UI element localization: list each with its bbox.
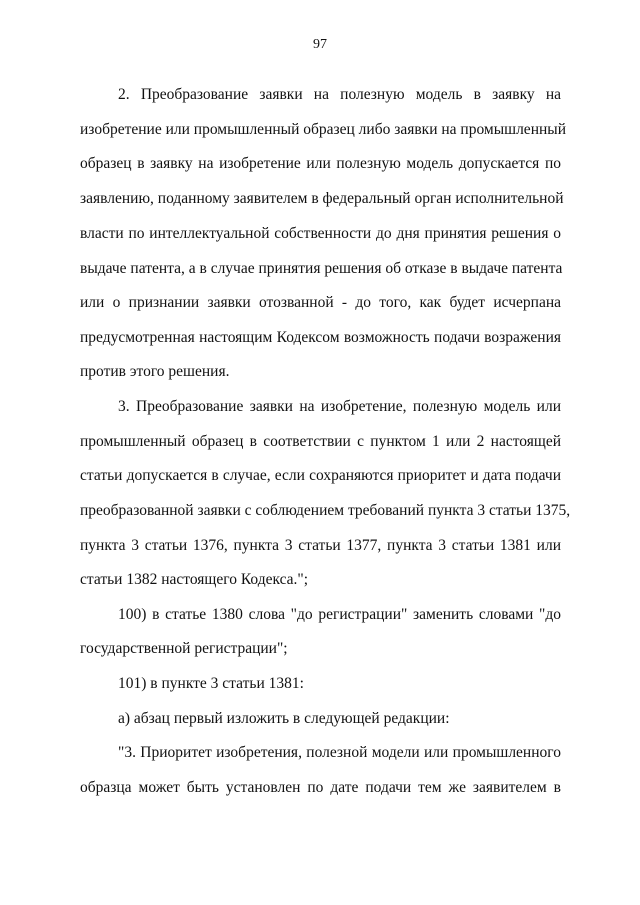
text-line: власти по интеллектуальной собственности до дня принятия решения о <box>80 225 561 242</box>
text-line: промышленный образец в соответствии с пунктом 1 или 2 настоящей <box>80 433 561 450</box>
text-line: 101) в пункте 3 статьи 1381: <box>118 675 304 692</box>
text-line: или о признании заявки отозванной - до того, как будет исчерпана <box>80 294 561 311</box>
text-line: 2. Преобразование заявки на полезную модель в заявку на <box>118 86 561 103</box>
text-line: предусмотренная настоящим Кодексом возможность подачи возражения <box>80 329 561 346</box>
text-line: преобразованной заявки с соблюдением требований пункта 3 статьи 1375, <box>80 502 571 519</box>
text-line: государственной регистрации"; <box>80 640 288 657</box>
text-line: пункта 3 статьи 1376, пункта 3 статьи 1377, пункта 3 статьи 1381 или <box>80 537 561 554</box>
text-line: статьи 1382 настоящего Кодекса."; <box>80 571 309 588</box>
text-line: выдаче патента, а в случае принятия решения об отказе в выдаче патента <box>80 260 563 277</box>
text-line: образца может быть установлен по дате подачи тем же заявителем в <box>80 779 561 796</box>
text-line: против этого решения. <box>80 363 230 380</box>
text-line: изобретение или промышленный образец либо заявки на промышленный <box>80 121 566 138</box>
text-line: образец в заявку на изобретение или полезную модель допускается по <box>80 155 561 172</box>
page-number: 97 <box>313 37 327 52</box>
text-line: заявлению, поданному заявителем в федеральный орган исполнительной <box>80 190 564 207</box>
text-line: 100) в статье 1380 слова "до регистрации" заменить словами "до <box>118 606 561 623</box>
text-line: статьи допускается в случае, если сохраняются приоритет и дата подачи <box>80 467 561 484</box>
text-line: 3. Преобразование заявки на изобретение, полезную модель или <box>118 398 561 415</box>
text-line: "3. Приоритет изобретения, полезной модели или промышленного <box>118 744 561 761</box>
text-line: а) абзац первый изложить в следующей редакции: <box>118 710 450 727</box>
